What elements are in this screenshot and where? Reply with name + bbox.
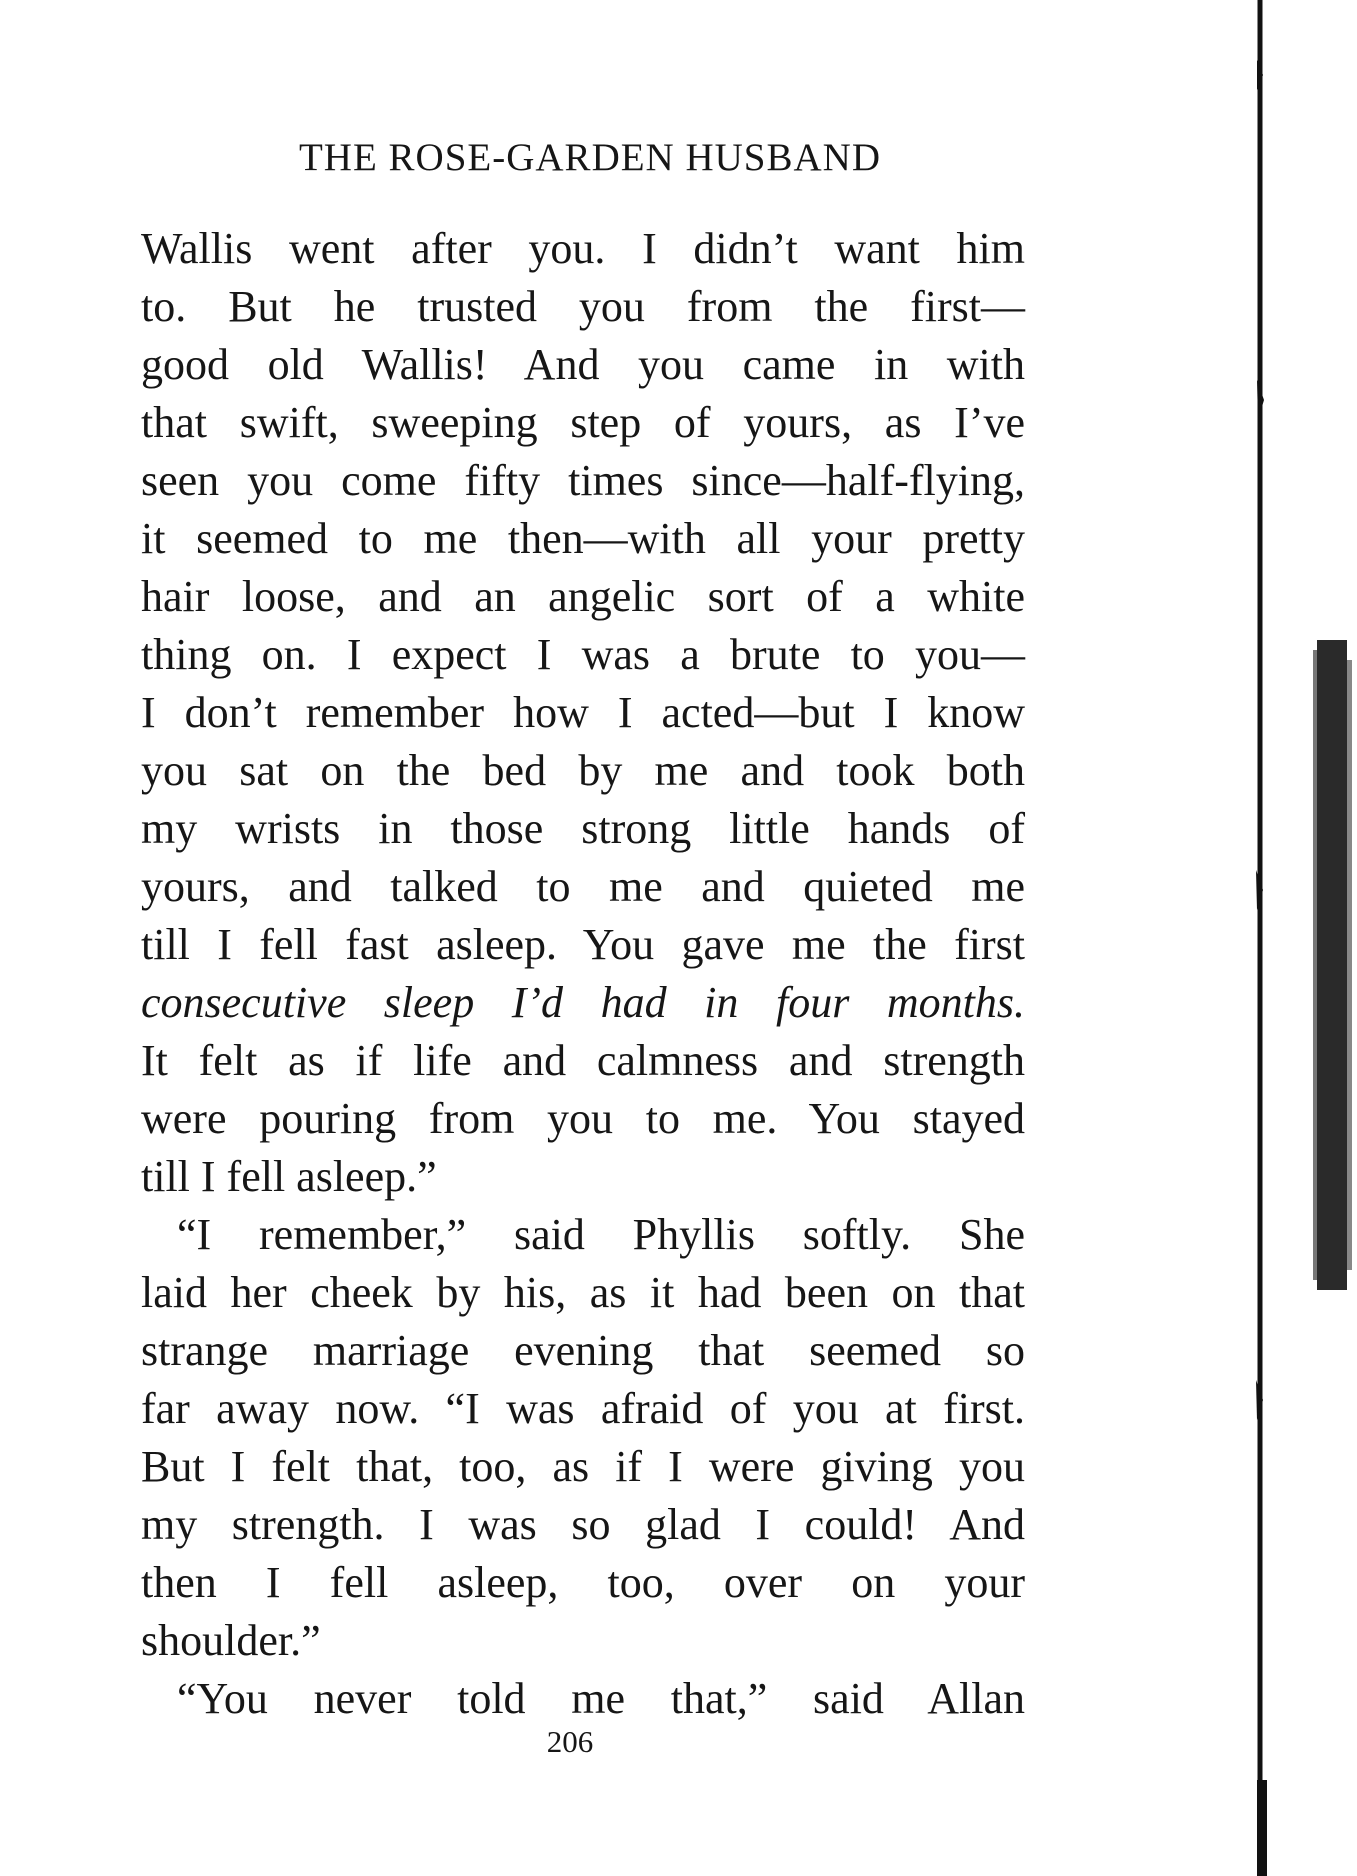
- running-head: THE ROSE-GARDEN HUSBAND: [298, 136, 881, 179]
- text-line: till I fell asleep.”: [141, 1152, 437, 1201]
- text-line: that swift, sweeping step of yours, as I’ve: [141, 398, 1025, 447]
- text-line: good old Wallis! And you came in with: [141, 340, 1025, 389]
- text-line: consecutive sleep I’d had in four months.: [141, 978, 1025, 1027]
- text-line: to. But he trusted you from the first—: [141, 282, 1025, 331]
- page-number: 206: [546, 1724, 594, 1759]
- text-line: then I fell asleep, too, over on your: [141, 1558, 1025, 1607]
- text-line: hair loose, and an angelic sort of a white: [141, 572, 1025, 621]
- body-text: [141, 220, 1025, 1728]
- text-line: “You never told me that,” said Allan: [177, 1674, 1025, 1723]
- text-line: “I remember,” said Phyllis softly. She: [177, 1210, 1025, 1259]
- text-line: far away now. “I was afraid of you at first.: [141, 1384, 1025, 1433]
- text-line: seen you come fifty times since—half-flying,: [141, 456, 1025, 505]
- text-line: laid her cheek by his, as it had been on that: [141, 1268, 1025, 1317]
- text-line: It felt as if life and calmness and strength: [141, 1036, 1025, 1085]
- text-line: thing on. I expect I was a brute to you—: [141, 630, 1025, 679]
- text-line: it seemed to me then—with all your pretty: [141, 514, 1025, 563]
- text-line: were pouring from you to me. You stayed: [141, 1094, 1025, 1143]
- text-line: shoulder.”: [141, 1616, 321, 1665]
- text-line: my wrists in those strong little hands of: [141, 804, 1025, 853]
- text-line: till I fell fast asleep. You gave me the first: [141, 920, 1025, 969]
- text-line: you sat on the bed by me and took both: [141, 746, 1025, 795]
- text-line: my strength. I was so glad I could! And: [141, 1500, 1025, 1549]
- text-line: yours, and talked to me and quieted me: [141, 862, 1025, 911]
- text-line: strange marriage evening that seemed so: [141, 1326, 1025, 1375]
- text-line: But I felt that, too, as if I were giving you: [141, 1442, 1025, 1491]
- page-edge-shadow: [1247, 0, 1357, 1876]
- text-line: I don’t remember how I acted—but I know: [141, 688, 1025, 737]
- text-line: Wallis went after you. I didn’t want him: [141, 224, 1025, 273]
